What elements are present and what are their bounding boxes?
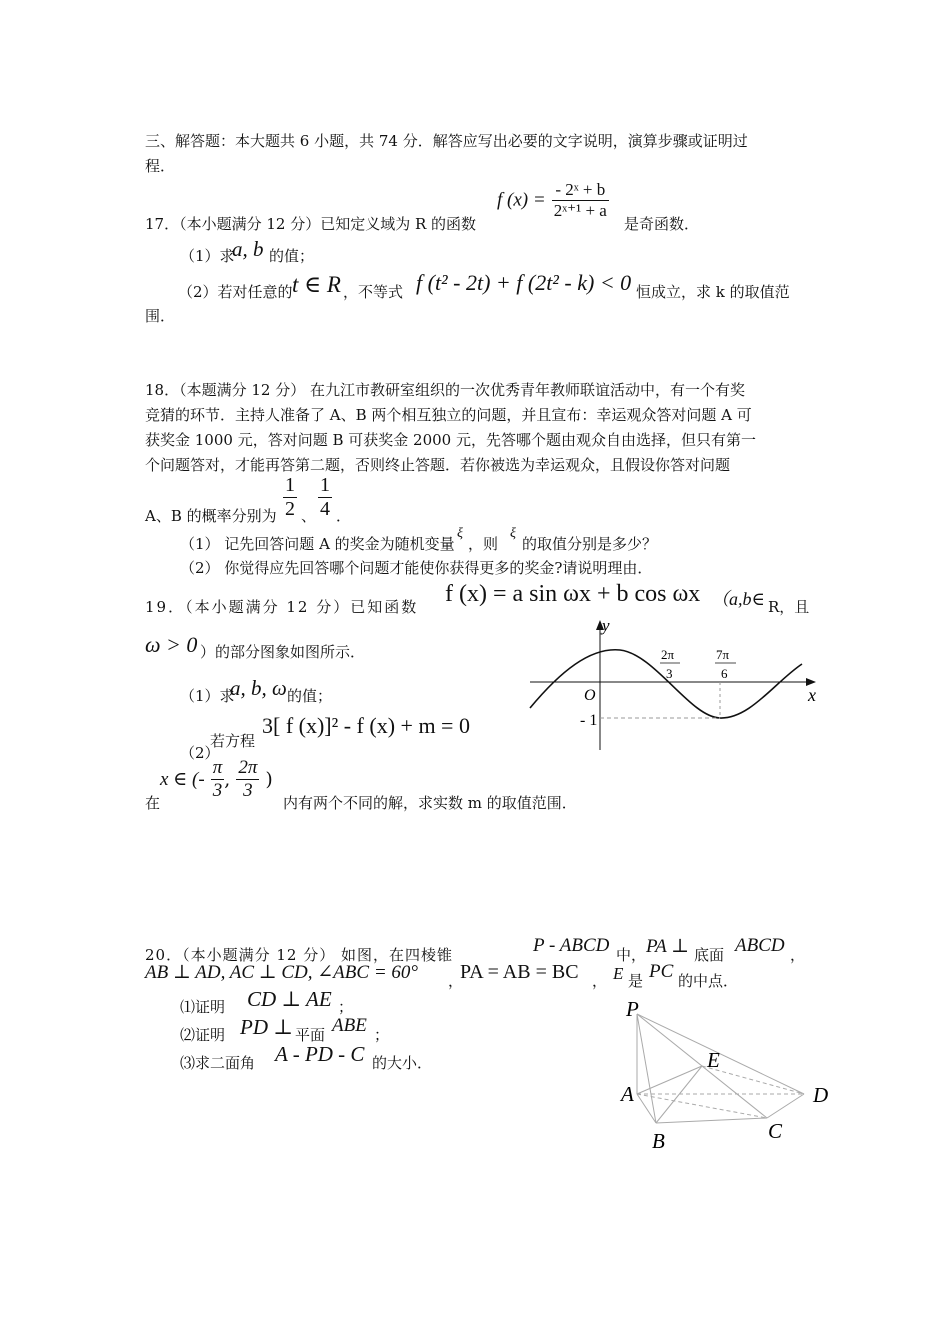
q19-part2-label: （2）: [180, 744, 220, 762]
q20-part1-end: ；: [338, 998, 354, 1016]
section-heading: 三、解答题：本大题共 6 小题，共 74 分．解答应写出必要的文字说明，演算步骤或证明过: [145, 132, 748, 150]
q18-prob-a-den: 2: [285, 498, 295, 520]
q20-part2-math2: ABE: [332, 1015, 367, 1036]
q20-part2-mid: 平面: [295, 1026, 326, 1044]
q19-intro: 19．（本小题满分 12 分）已知函数: [145, 598, 419, 616]
q18-part1-end: 的取值分别是多少？: [522, 535, 658, 553]
q17-part1-math: a, b: [232, 237, 264, 261]
q18-prob-b: [318, 474, 332, 521]
q19-tick1-den: 3: [666, 666, 673, 681]
q19-part1-label: （1）求: [180, 687, 235, 705]
q20-pyramid-figure: [610, 990, 840, 1160]
q19-part1-end: 的值；: [287, 687, 333, 705]
q19-function: f (x) = a sin ωx + b cos ωx: [445, 581, 701, 607]
q20-label-P: P: [626, 997, 639, 1021]
q17-part1-label: （1）求: [180, 247, 235, 265]
q19-tick2-num: 7π: [716, 647, 730, 662]
q20-m6: E: [613, 964, 624, 983]
q20-t6: 是: [628, 972, 644, 990]
q19-part2-equation: 3[ f (x)]² - f (x) + m = 0: [262, 713, 470, 738]
q19-tick1-num: 2π: [661, 647, 675, 662]
q20-label-B: B: [652, 1129, 665, 1153]
q20-pyramid-edges: [637, 1014, 804, 1123]
q18-prob-b-num: 1: [320, 474, 330, 496]
q20-intro: 20．（本小题满分 12 分） 如图，在四棱锥: [145, 946, 453, 964]
q20-part3-math: A - PD - C: [275, 1042, 365, 1066]
q18-line1: 18．（本题满分 12 分） 在九江市教研室组织的一次优秀青年教师联谊活动中，有一个有奖: [145, 381, 745, 399]
q20-m3: ABCD: [735, 935, 785, 956]
q20-m7: PC: [649, 961, 674, 982]
q20-t1: 中，: [616, 946, 647, 964]
q20-m4: AB ⊥ AD, AC ⊥ CD, ∠ABC = 60°: [145, 962, 418, 983]
q19-part2-text: 若方程: [210, 732, 256, 750]
q19-part2-in: 在: [145, 794, 161, 812]
q20-part2-end: ；: [374, 1026, 390, 1044]
q18-line4: 个问题答对，才能再答第二题，否则终止答题．若你被选为幸运观众，且假设你答对问题: [145, 456, 731, 474]
q20-m2: PA ⊥: [646, 936, 690, 957]
q18-line2: 竞猜的环节．主持人准备了 A、B 两个相互独立的问题，并且宣布：幸运观众答对问题 A 可: [145, 406, 752, 424]
q17-part2-math1: t ∈ R: [292, 272, 341, 297]
q20-t5: ，: [592, 972, 608, 990]
q17-function-fraction: [552, 180, 609, 221]
q20-part1-math: CD ⊥ AE: [247, 987, 332, 1011]
q20-t7: 的中点．: [678, 972, 739, 990]
q20-t4: ，: [448, 972, 464, 990]
q17-part2-end: 恒成立，求 k 的取值范: [636, 283, 790, 301]
q20-part2-math: PD ⊥: [240, 1015, 293, 1039]
q18-separator: 、: [301, 507, 317, 525]
q19-origin-label: O: [584, 687, 596, 704]
q18-xi-1: ξ: [457, 526, 463, 541]
q19-tick2-den: 6: [721, 666, 728, 681]
q17-function: [497, 180, 609, 221]
q19-part2-end: 内有两个不同的解，求实数 m 的取值范围．: [283, 794, 577, 812]
q17-part1-end: 的值；: [269, 247, 315, 265]
q19-params: （a,b∈: [711, 589, 765, 609]
q18-part2: （2） 你觉得应先回答哪个问题才能使你获得更多的奖金?请说明理由．: [180, 559, 653, 577]
section-heading-cont: 程．: [145, 157, 176, 175]
q19-range-close: ): [265, 768, 273, 791]
q17-function-denominator: 2ˣ⁺¹ + a: [553, 201, 607, 220]
q18-part1: （1） 记先回答问题 A 的奖金为随机变量: [180, 535, 455, 553]
q18-prob-a-num: 1: [285, 474, 295, 496]
q20-part3-label: ⑶求二面角: [180, 1054, 256, 1072]
q17-intro: 17．（本小题满分 12 分）已知定义域为 R 的函数: [145, 215, 477, 233]
q20-label-D: D: [813, 1083, 829, 1107]
q19-range-num1: π: [212, 757, 223, 778]
q20-t2: 底面: [694, 946, 725, 964]
q18-line5: A、B 的概率分别为: [145, 507, 277, 525]
q17-part2-mid: ，不等式: [343, 283, 404, 301]
q20-part2-label: ⑵证明: [180, 1026, 226, 1044]
q20-label-A: A: [621, 1082, 634, 1106]
q20-t3: ，: [790, 946, 806, 964]
q19-x-label: x: [808, 685, 816, 705]
q19-part2-range: x ∈ (- $\frac{\pi}{3}$ , $\frac{2\pi}{3}$ ): [160, 757, 273, 801]
q17-function-numerator: - 2ˣ + b: [552, 180, 609, 201]
q19-params-cont: R，且: [768, 598, 810, 616]
q17-part2-end-cont: 围．: [145, 307, 176, 325]
q17-part2-label: （2）若对任意的: [178, 283, 293, 301]
q18-part1-mid: ，则: [468, 535, 499, 553]
q19-omega: ω > 0: [145, 632, 198, 657]
q19-range-den2: 3: [243, 780, 253, 801]
q18-prob-b-den: 4: [320, 498, 330, 520]
q18-line3: 获奖金 1000 元，答对问题 B 可获奖金 2000 元，先答哪个题由观众自由选择，但只有第一: [145, 431, 756, 449]
q20-part3-end: 的大小．: [372, 1054, 433, 1072]
q17-function-lhs: f (x) =: [497, 189, 546, 211]
q20-label-C: C: [768, 1119, 783, 1143]
q19-min-label: - 1: [580, 712, 598, 729]
q20-part1-label: ⑴证明: [180, 998, 226, 1016]
q20-label-E: E: [707, 1048, 720, 1072]
q19-y-label: y: [602, 616, 610, 635]
q19-range-num2: 2π: [238, 757, 258, 778]
q20-m5: PA = AB = BC: [460, 961, 579, 983]
q18-line5-end: ．: [336, 507, 352, 525]
q19-range-den1: 3: [212, 780, 223, 801]
q17-intro-end: 是奇函数．: [624, 215, 700, 233]
q19-graph: [520, 612, 830, 752]
q19-intro-end: ）的部分图象如图所示．: [200, 643, 366, 661]
q19-range-x: x ∈ (-: [160, 769, 205, 790]
q18-xi-2: ξ: [510, 526, 516, 541]
q19-part1-math: a, b, ω: [230, 676, 287, 700]
q18-prob-a: [283, 474, 297, 521]
q17-part2-math2: f (t² - 2t) + f (2t² - k) < 0: [416, 270, 632, 295]
q20-m1: P - ABCD: [533, 935, 610, 956]
